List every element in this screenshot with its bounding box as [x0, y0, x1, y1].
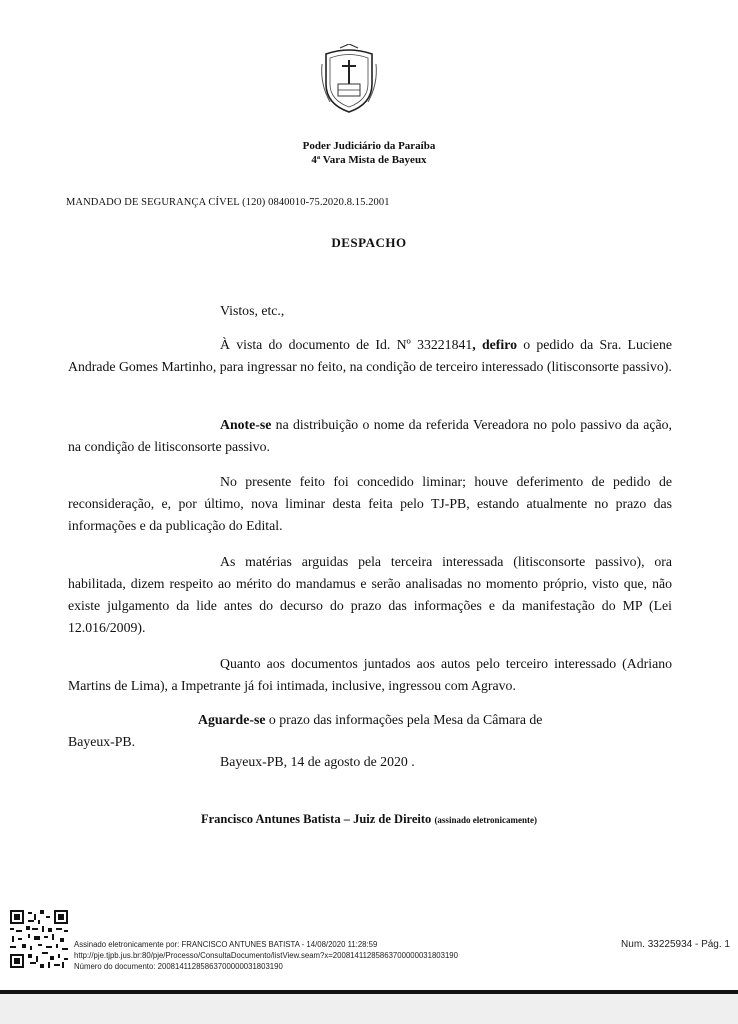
signed-by-line: Assinado eletronicamente por: FRANCISCO ANTUNES BATISTA - 14/08/2020 11:28:59	[74, 940, 378, 949]
paragraph-liminar	[68, 471, 672, 537]
document-date: Bayeux-PB, 14 de agosto de 2020 .	[220, 754, 415, 769]
p2-text-c: o pedido da Sra. Luciene Andrade Gomes Martinho, para ingressar no feito, na condição de terceiro interessado (litisconsorte passivo).	[68, 337, 672, 374]
court-name: Poder Judiciário da Paraíba	[302, 140, 436, 152]
court-division: 4ª Vara Mista de Bayeux	[311, 154, 427, 166]
document-number-line: Número do documento: 20081411285863700000031803190	[74, 962, 283, 971]
paragraph-date	[68, 751, 672, 773]
paragraph-aguarde-se	[68, 709, 672, 753]
p5-text: As matérias arguidas pela terceira interessada (litisconsorte passivo), ora habilitada, dizem respeito ao mérito do mandamus e serão analisadas no momento próprio, visto que, não existe julgamento da lide antes do decurso do prazo das informações e da manifestação do MP (Lei 12.016/2009).	[68, 554, 672, 635]
p7-text-c: Bayeux-PB.	[68, 734, 136, 749]
p4-text: No presente feito foi concedido liminar; houve deferimento de pedido de reconsideração, e, por último, nova liminar desta feita pelo TJ-PB, estando atualmente no prazo das informações e da publicação do Edital.	[68, 474, 672, 533]
page-number: Num. 33225934 - Pág. 1	[621, 939, 730, 950]
electronic-signature-footer	[74, 939, 458, 972]
paragraph-vistos	[68, 300, 672, 322]
case-number-line: MANDADO DE SEGURANÇA CÍVEL (120) 0840010-75.2020.8.15.2001	[66, 197, 390, 208]
p6-text: Quanto aos documentos juntados aos autos pelo terceiro interessado (Adriano Martins de Lima), a Impetrante já foi intimada, inclusive, ingressou com Agravo.	[68, 656, 672, 693]
paragraph-anote-se	[68, 414, 672, 458]
page-bottom-area	[0, 994, 738, 1024]
document-title: DESPACHO	[331, 235, 407, 250]
p7-text-b: o prazo das informações pela Mesa da Câmara de	[265, 712, 543, 727]
signature-block	[0, 812, 738, 827]
vistos-text: Vistos, etc.,	[220, 303, 285, 318]
p2-bold-defiro: , defiro	[472, 337, 517, 352]
p7-bold-aguarde-se: Aguarde-se	[198, 712, 266, 727]
p3-text: na distribuição o nome da referida Vereadora no polo passivo da ação, na condição de litisconsorte passivo.	[68, 417, 672, 454]
paragraph-materias	[68, 551, 672, 639]
paragraph-deferimento	[68, 334, 672, 378]
p3-bold-anote-se: Anote-se	[220, 417, 272, 432]
qr-code-icon	[10, 910, 68, 968]
coat-of-arms-seal	[318, 44, 380, 116]
p2-text-a: À vista do documento de Id. Nº 33221841	[220, 337, 473, 352]
verification-url: http://pje.tjpb.jus.br:80/pje/Processo/ConsultaDocumento/listView.seam?x=20081411285863700000031803190	[74, 951, 458, 960]
signature-note: (assinado eletronicamente)	[434, 815, 538, 825]
judge-name: Francisco Antunes Batista – Juiz de Direito	[200, 812, 432, 826]
paragraph-documentos	[68, 653, 672, 697]
